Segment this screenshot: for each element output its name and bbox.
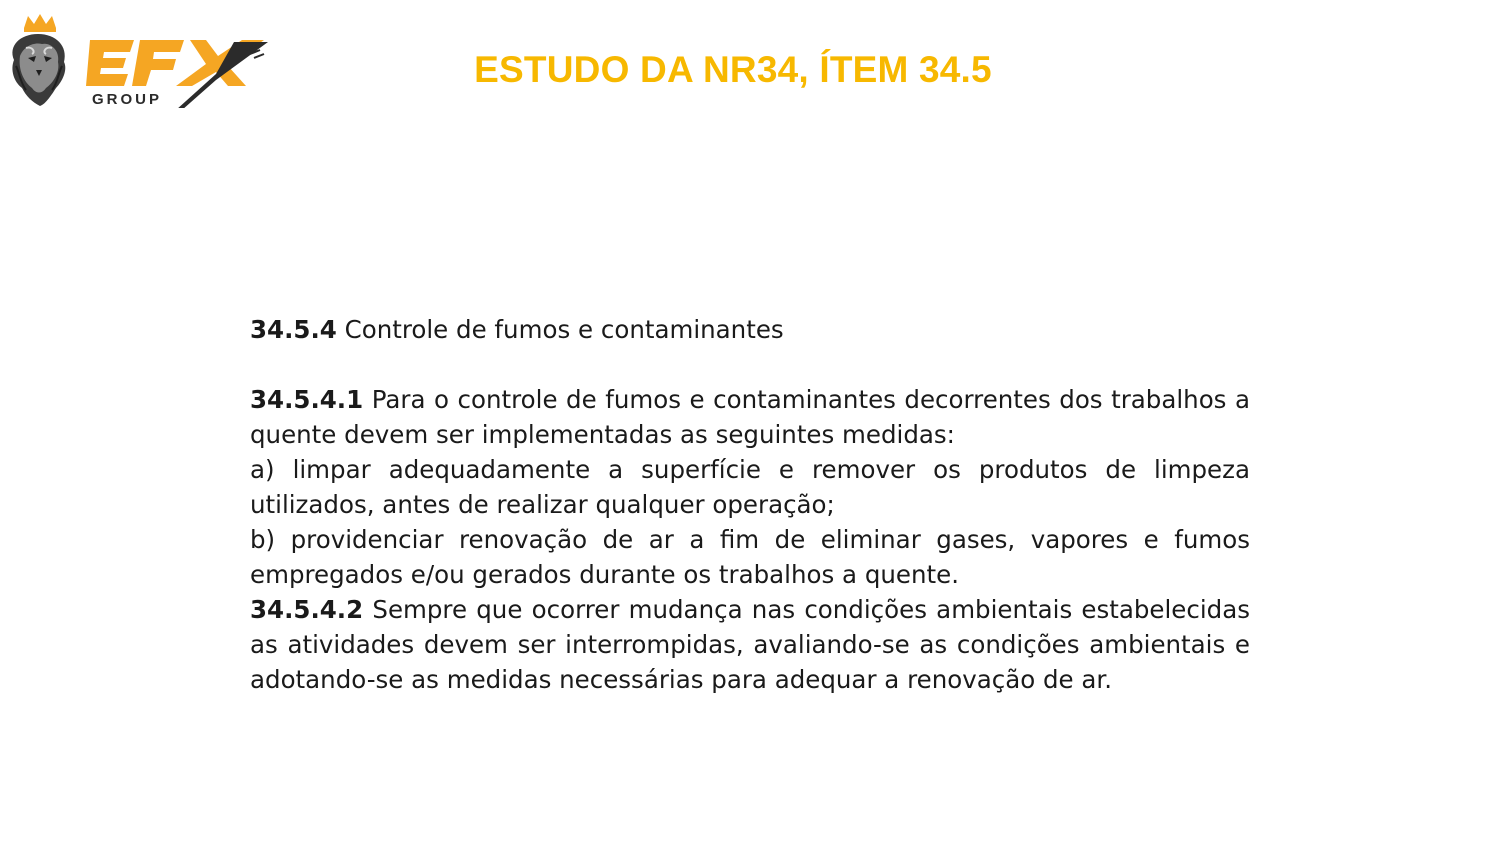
section-heading xyxy=(250,312,1250,347)
logo-subtext: GROUP xyxy=(92,91,163,108)
item-text: Sempre que ocorrer mudança nas condições ambientais estabelecidas as atividades devem ser interrompidas, avaliando-se as condições ambientais e adotando-se as medidas necessárias para adequar a renovação de ar. xyxy=(250,595,1250,694)
list-item-b: b) providenciar renovação de ar a fim de eliminar gases, vapores e fumos empregados e/ou gerados durante os trabalhos a quente. xyxy=(250,525,1250,589)
section-heading-text: Controle de fumos e contaminantes xyxy=(336,315,784,344)
paragraph-34-5-4-2 xyxy=(250,592,1250,697)
section-number: 34.5.4 xyxy=(250,315,337,344)
item-number: 34.5.4.2 xyxy=(250,595,364,624)
page-title: ESTUDO DA NR34, ÍTEM 34.5 xyxy=(474,49,992,90)
document-body xyxy=(250,312,1250,697)
item-number: 34.5.4.1 xyxy=(250,385,364,414)
crown-icon xyxy=(24,14,56,32)
list-item-a: a) limpar adequadamente a superfície e remover os produtos de limpeza utilizados, antes de realizar qualquer operação; xyxy=(250,455,1250,519)
paragraph-34-5-4-1 xyxy=(250,382,1250,452)
item-text: Para o controle de fumos e contaminantes decorrentes dos trabalhos a quente devem ser implementadas as seguintes medidas: xyxy=(250,385,1250,449)
